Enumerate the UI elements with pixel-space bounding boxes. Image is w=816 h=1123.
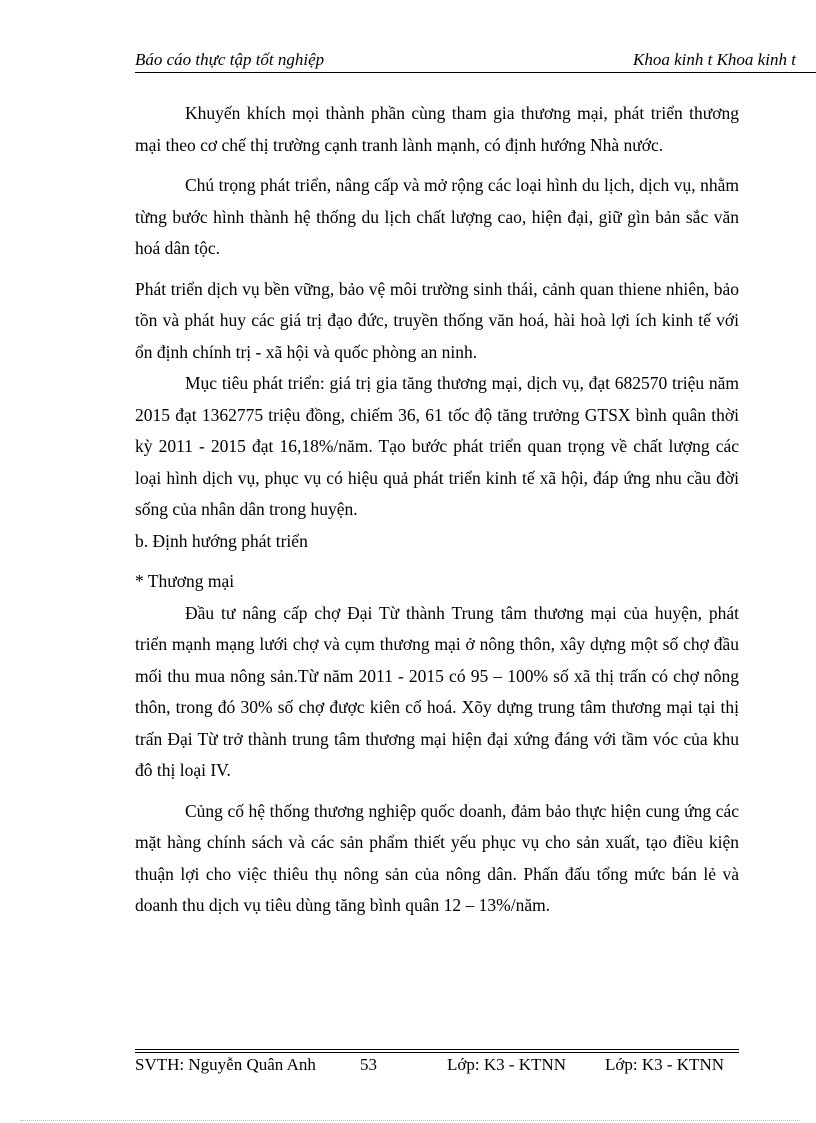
paragraph-market-investment: Đầu tư nâng cấp chợ Đại Từ thành Trung tâm thương mại của huyện, phát triển mạnh mạng lưới chợ và cụm thương mại ở nông thôn, xây dựng một số chợ đầu mối thu mua nông sản.Từ năm 2011 - 2015 có 95 – 100% số xã thị trấn có chợ nông thôn, trong đó 30% số chợ được kiên cố hoá. Xõy dựng trung tâm thương mại tại thị trấn Đại Từ trở thành trung tâm thương mại hiện đại xứng đáng với tầm vóc của khu đô thị loại IV. (135, 602, 739, 780)
header-faculty: Khoa kinh t Khoa kinh t (633, 50, 796, 69)
page-header (135, 46, 816, 72)
page-footer (135, 1055, 739, 1077)
paragraph-commerce-encouragement: Khuyến khích mọi thành phần cùng tham gia thương mại, phát triển thương mại theo cơ chế thị trường cạnh tranh lành mạnh, có định hướng Nhà nước. (135, 103, 739, 155)
paragraph-development-goals: Mục tiêu phát triển: giá trị gia tăng thương mại, dịch vụ, đạt 682570 triệu năm 2015 đạt 1362775 triệu đồng, chiếm 36, 61 tốc độ tăng trưởng GTSX bình quân thời kỳ 2011 - 2015 đạt 16,18%/năm. Tạo bước phát triển quan trọng về chất lượng các loại hình dịch vụ, phục vụ có hiệu quả phát triển kinh tế xã hội, đáp ứng nhu cầu đời sống của nhân dân trong huyện. (135, 373, 739, 519)
header-report-title: Báo cáo thực tập tốt nghiệp (135, 50, 325, 69)
footer-class-label: Lớp: K3 - KTNN (447, 1055, 566, 1074)
footer-divider-top (135, 1049, 739, 1050)
paragraph-tourism: Chú trọng phát triển, nâng cấp và mở rộng các loại hình du lịch, dịch vụ, nhằm từng bước hình thành hệ thống du lịch chất lượng cao, hiện đại, giữ gìn bản sắc văn hoá dân tộc. (135, 175, 739, 258)
paragraph-state-trade: Củng cố hệ thống thương nghiệp quốc doanh, đảm bảo thực hiện cung ứng các mặt hàng chính sách và các sản phẩm thiết yếu phục vụ cho sản xuất, tạo điều kiện thuận lợi cho việc thiêu thụ nông sản của nông dân. Phấn đấu tổng mức bán lẻ và doanh thu dịch vụ tiêu dùng tăng bình quân 12 – 13%/năm. (135, 800, 739, 915)
header-divider (135, 72, 816, 73)
footer-page-number: 53 (360, 1055, 377, 1074)
page-bottom-dotted-line (20, 1120, 800, 1121)
subheading-commerce: * Thương mại (135, 571, 235, 591)
footer-divider-bottom (135, 1052, 739, 1053)
footer-student-name: SVTH: Nguyễn Quân Anh (135, 1055, 316, 1074)
footer-class-label-repeat: Lớp: K3 - KTNN (605, 1055, 724, 1074)
section-heading-orientation: b. Định hướng phát triển (135, 530, 308, 551)
paragraph-sustainable-services: Phát triển dịch vụ bền vững, bảo vệ môi trường sinh thái, cảnh quan thiene nhiên, bảo tồn và phát huy các giá trị đạo đức, truyền thống văn hoá, hài hoà lợi ích kinh tế với ổn định chính trị - xã hội và quốc phòng an ninh. (135, 278, 739, 362)
document-body (135, 98, 739, 922)
